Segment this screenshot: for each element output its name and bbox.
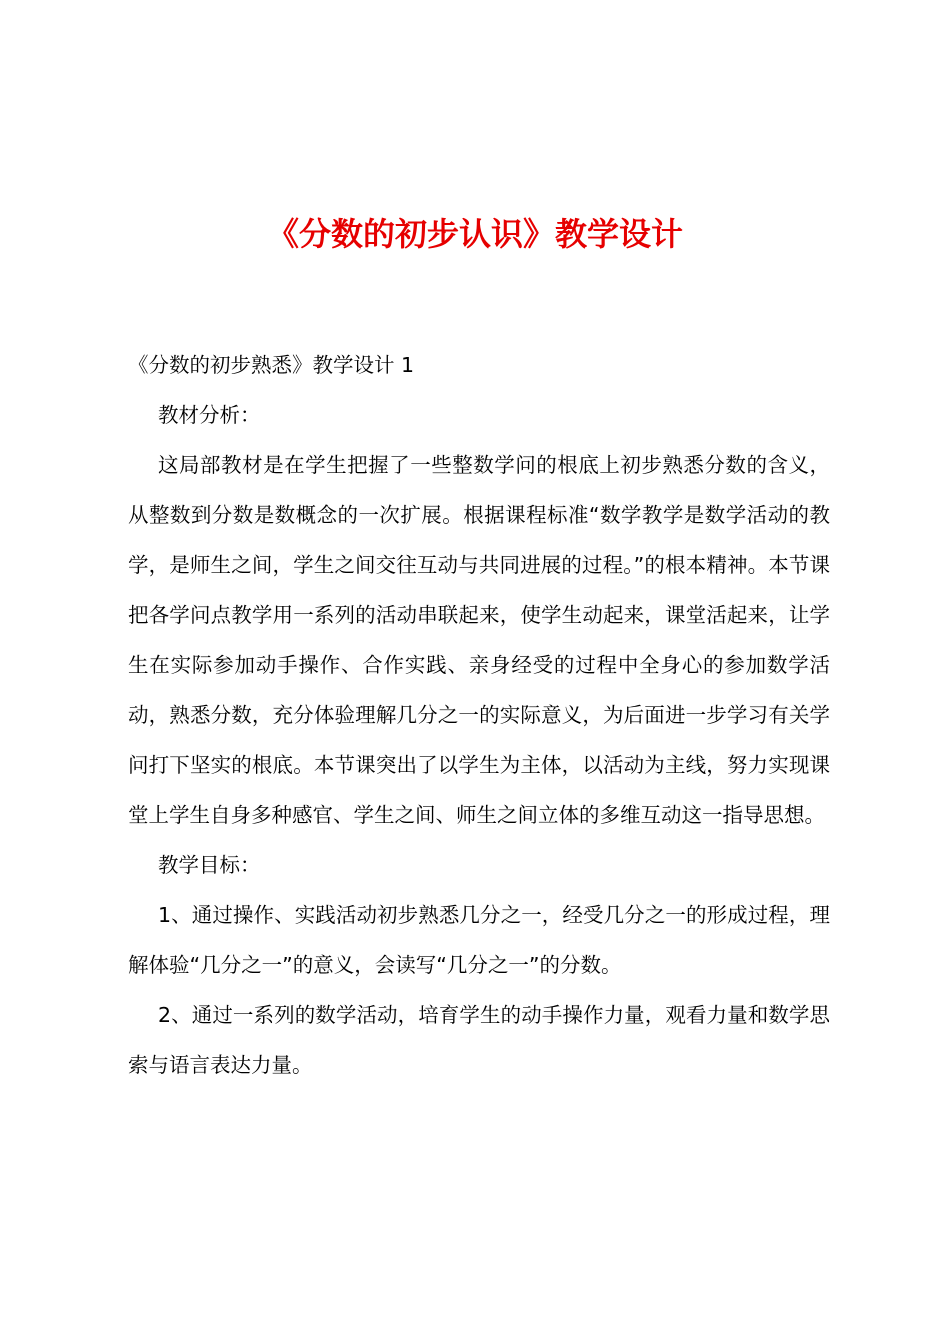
- paragraph-analysis: 这局部教材是在学生把握了一些整数学问的根底上初步熟悉分数的含义，从整数到分数是数概念的一次扩展。根据课程标准“数学教学是数学活动的教学，是师生之间，学生之间交往互动与共同进展的过程。”的根本精神。本节课把各学问点教学用一系列的活动串联起来，使学生动起来，课堂活起来，让学生在实际参加动手操作、合作实践、亲身经受的过程中全身心的参加数学活动，熟悉分数，充分体验理解几分之一的实际意义，为后面进一步学习有关学问打下坚实的根底。本节课突出了以学生为主体，以活动为主线，努力实现课堂上学生自身多种感官、学生之间、师生之间立体的多维互动这一指导思想。: [128, 453, 830, 827]
- section-heading: 《分数的初步熟悉》教学设计 1: [128, 353, 415, 377]
- paragraph-heading-analysis: 教材分析：: [158, 403, 261, 427]
- paragraph-goal-2: 2、通过一系列的数学活动，培育学生的动手操作力量，观看力量和数学思索与语言表达力量。: [128, 1003, 830, 1077]
- document-title: 《分数的初步认识》教学设计: [266, 215, 683, 253]
- paragraph-heading-goals: 教学目标：: [158, 853, 261, 877]
- paragraph-goal-1: 1、通过操作、实践活动初步熟悉几分之一，经受几分之一的形成过程，理解体验“几分之一”的意义，会读写“几分之一”的分数。: [128, 903, 830, 977]
- document-body: [128, 340, 830, 1090]
